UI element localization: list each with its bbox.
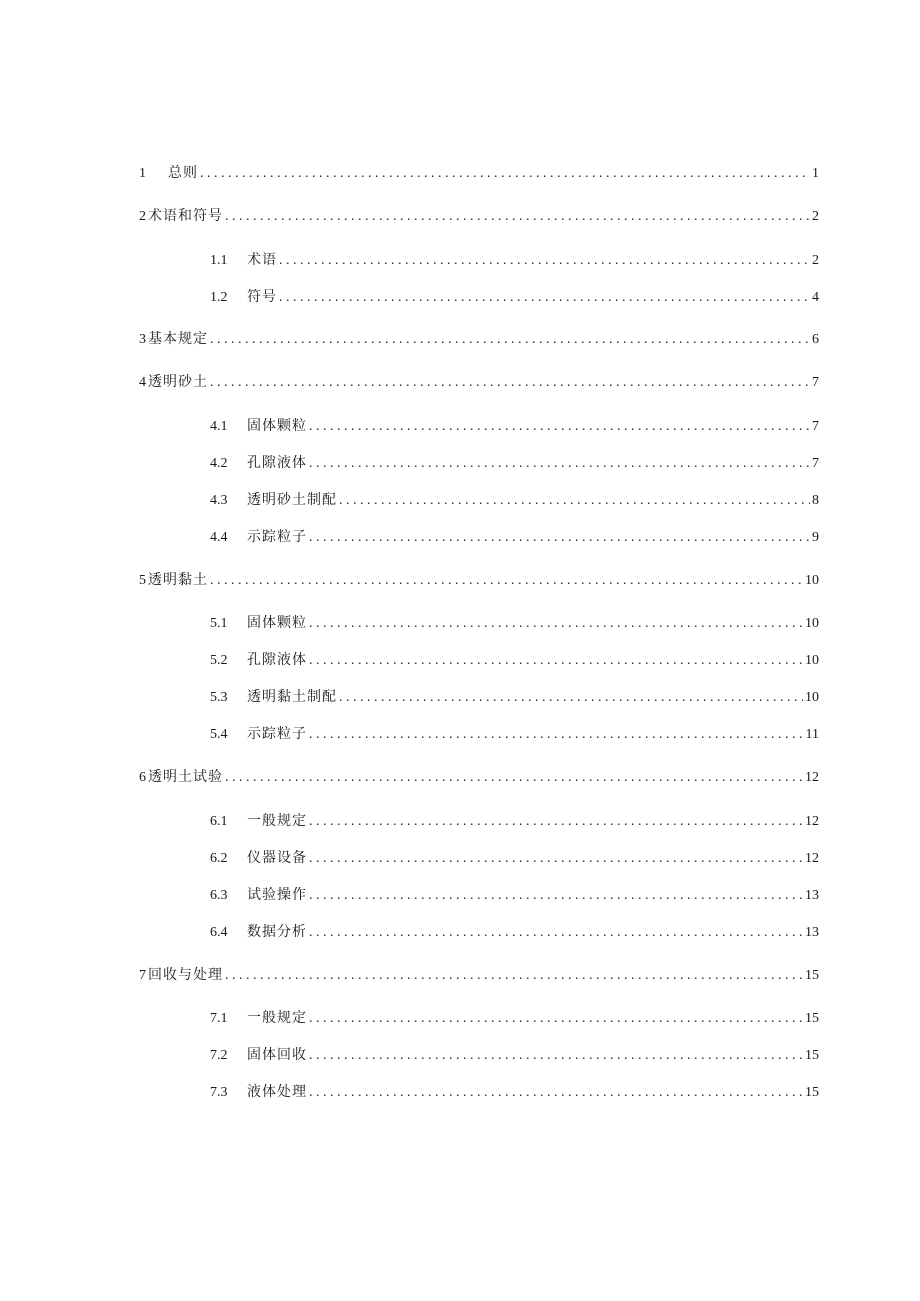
toc-entry-number: 4.4: [210, 530, 228, 545]
toc-entry-number: 6.1: [210, 814, 228, 829]
toc-entry-number: 7.1: [210, 1011, 228, 1026]
toc-entry-page: 13: [805, 925, 819, 940]
toc-entry-section-4-1[interactable]: [210, 417, 819, 436]
toc-entry-page: 7: [812, 375, 819, 390]
toc-entry-chapter-5[interactable]: [139, 571, 819, 590]
dot-leader: [309, 1010, 803, 1028]
toc-entry-page: 2: [812, 209, 819, 224]
toc-entry-title: 固体颗粒: [247, 615, 307, 631]
toc-entry-page: 15: [805, 968, 819, 983]
toc-entry-title: 固体颗粒: [247, 418, 307, 434]
toc-entry-section-1-1[interactable]: [210, 251, 819, 270]
toc-entry-page: 15: [805, 1048, 819, 1063]
toc-entry-page: 10: [805, 573, 819, 588]
dot-leader: [309, 850, 803, 868]
toc-entry-page: 7: [812, 456, 819, 471]
dot-leader: [309, 615, 803, 633]
toc-entry-number: 6.3: [210, 888, 228, 903]
dot-leader: [309, 813, 803, 831]
toc-entry-title: 试验操作: [247, 887, 307, 903]
dot-leader: [309, 1047, 803, 1065]
toc-entry-section-7-1[interactable]: [210, 1009, 819, 1028]
toc-entry-section-1-2[interactable]: [210, 288, 819, 307]
toc-entry-page: 10: [805, 616, 819, 631]
toc-entry-section-6-1[interactable]: [210, 812, 819, 831]
toc-entry-chapter-4[interactable]: [139, 373, 819, 392]
toc-entry-title: 回收与处理: [148, 967, 223, 983]
toc-entry-page: 7: [812, 419, 819, 434]
toc-entry-page: 15: [805, 1085, 819, 1100]
toc-entry-section-4-2[interactable]: [210, 454, 819, 473]
toc-entry-number: 5.4: [210, 727, 228, 742]
dot-leader: [225, 208, 810, 226]
dot-leader: [309, 924, 803, 942]
dot-leader: [309, 455, 810, 473]
toc-entry-number: 3: [139, 332, 146, 347]
toc-entry-title: 示踪粒子: [247, 726, 307, 742]
toc-entry-page: 12: [805, 814, 819, 829]
toc-entry-number: 7.3: [210, 1085, 228, 1100]
toc-entry-section-6-4[interactable]: [210, 923, 819, 942]
toc-entry-title: 透明土试验: [148, 769, 223, 785]
toc-entry-title: 总则: [168, 165, 198, 181]
toc-entry-number: 5.3: [210, 690, 228, 705]
toc-entry-page: 15: [805, 1011, 819, 1026]
toc-entry-chapter-1[interactable]: [139, 164, 819, 183]
dot-leader: [309, 1084, 803, 1102]
toc-entry-title: 示踪粒子: [247, 529, 307, 545]
toc-entry-title: 透明砂土制配: [247, 492, 337, 508]
toc-entry-title: 符号: [247, 289, 277, 305]
toc-entry-title: 术语: [247, 252, 277, 268]
toc-entry-section-5-3[interactable]: [210, 688, 819, 707]
toc-entry-page: 6: [812, 332, 819, 347]
toc-entry-number: 7: [139, 968, 146, 983]
toc-entry-title: 透明黏土: [148, 572, 208, 588]
toc-entry-chapter-3[interactable]: [139, 330, 819, 349]
toc-entry-page: 9: [812, 530, 819, 545]
toc-entry-number: 4.1: [210, 419, 228, 434]
toc-entry-page: 12: [805, 851, 819, 866]
toc-entry-section-5-1[interactable]: [210, 614, 819, 633]
toc-entry-title: 一般规定: [247, 813, 307, 829]
toc-entry-title: 术语和符号: [148, 208, 223, 224]
toc-entry-number: 7.2: [210, 1048, 228, 1063]
dot-leader: [225, 769, 803, 787]
toc-entry-number: 5.2: [210, 653, 228, 668]
toc-entry-page: 4: [812, 290, 819, 305]
toc-entry-page: 13: [805, 888, 819, 903]
dot-leader: [210, 572, 803, 590]
dot-leader: [339, 689, 803, 707]
toc-entry-title: 一般规定: [247, 1010, 307, 1026]
dot-leader: [309, 529, 810, 547]
dot-leader: [279, 289, 810, 307]
toc-entry-title: 固体回收: [247, 1047, 307, 1063]
toc-entry-number: 1.1: [210, 253, 228, 268]
dot-leader: [200, 165, 810, 183]
toc-entry-title: 透明砂土: [148, 374, 208, 390]
dot-leader: [339, 492, 810, 510]
toc-entry-title: 液体处理: [247, 1084, 307, 1100]
toc-entry-section-6-2[interactable]: [210, 849, 819, 868]
toc-entry-page: 1: [812, 166, 819, 181]
dot-leader: [309, 887, 803, 905]
toc-entry-section-5-4[interactable]: [210, 725, 819, 744]
toc-entry-number: 4.2: [210, 456, 228, 471]
toc-entry-number: 2: [139, 209, 146, 224]
toc-entry-title: 基本规定: [148, 331, 208, 347]
toc-entry-number: 6.4: [210, 925, 228, 940]
toc-entry-number: 1: [139, 166, 146, 181]
toc-entry-section-6-3[interactable]: [210, 886, 819, 905]
toc-entry-page: 11: [805, 727, 819, 742]
toc-entry-number: 4: [139, 375, 146, 390]
toc-entry-page: 12: [805, 770, 819, 785]
toc-entry-section-4-4[interactable]: [210, 528, 819, 547]
toc-entry-section-7-3[interactable]: [210, 1083, 819, 1102]
toc-entry-title: 孔隙液体: [247, 455, 307, 471]
toc-entry-number: 5.1: [210, 616, 228, 631]
toc-entry-page: 10: [805, 690, 819, 705]
toc-entry-page: 8: [812, 493, 819, 508]
dot-leader: [309, 418, 810, 436]
toc-entry-number: 1.2: [210, 290, 228, 305]
toc-entry-title: 仪器设备: [247, 850, 307, 866]
toc-entry-section-5-2[interactable]: [210, 651, 819, 670]
toc-entry-number: 6.2: [210, 851, 228, 866]
dot-leader: [279, 252, 810, 270]
toc-entry-number: 6: [139, 770, 146, 785]
toc-entry-chapter-2[interactable]: [139, 207, 819, 226]
toc-entry-title: 透明黏土制配: [247, 689, 337, 705]
toc-entry-page: 10: [805, 653, 819, 668]
dot-leader: [210, 331, 810, 349]
toc-entry-chapter-6[interactable]: [139, 768, 819, 787]
dot-leader: [210, 374, 810, 392]
toc-entry-number: 5: [139, 573, 146, 588]
toc-entry-title: 孔隙液体: [247, 652, 307, 668]
toc-entry-page: 2: [812, 253, 819, 268]
toc-entry-number: 4.3: [210, 493, 228, 508]
toc-entry-title: 数据分析: [247, 924, 307, 940]
dot-leader: [309, 652, 803, 670]
dot-leader: [309, 726, 804, 744]
toc-entry-section-4-3[interactable]: [210, 491, 819, 510]
toc-entry-chapter-7[interactable]: [139, 966, 819, 985]
toc-entry-section-7-2[interactable]: [210, 1046, 819, 1065]
dot-leader: [225, 967, 803, 985]
